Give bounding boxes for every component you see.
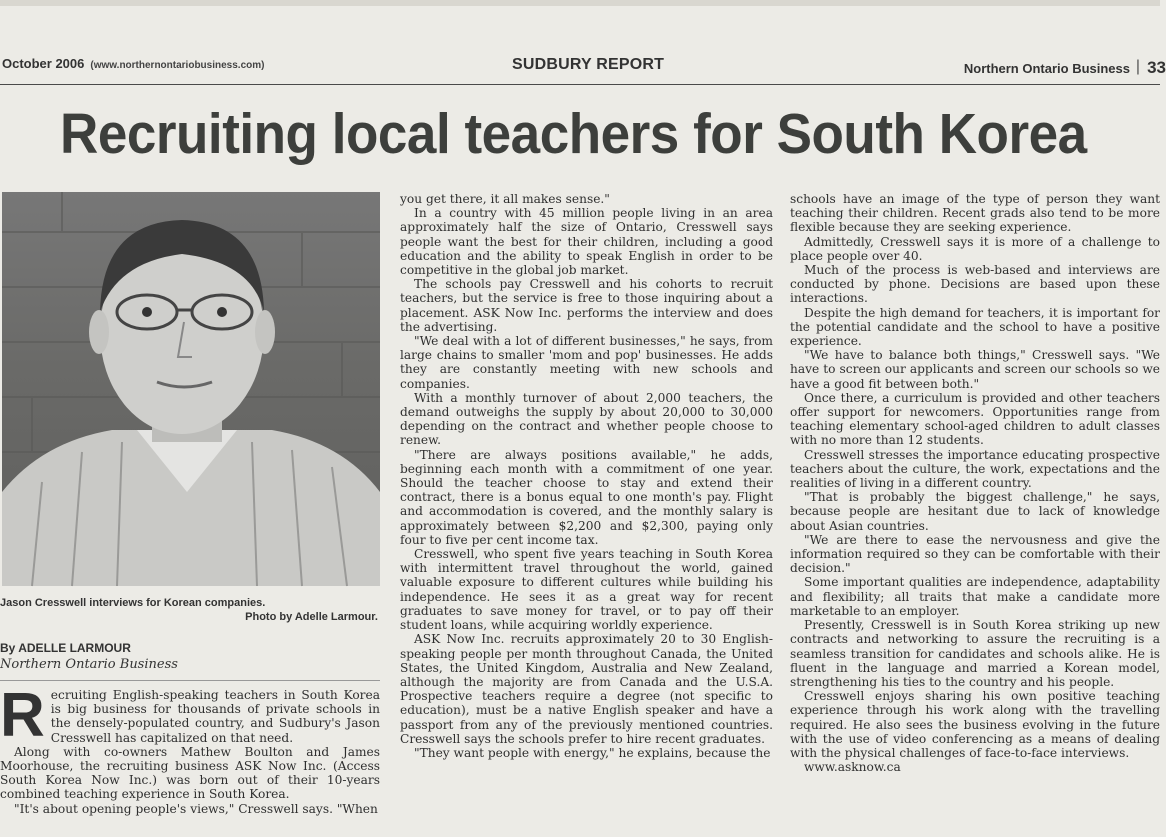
byline (0, 641, 380, 672)
website-link: www.asknow.ca (804, 760, 901, 775)
paragraph: Much of the process is web-based and interviews are conducted by phone. Decisions are based upon these interactions. (790, 263, 1160, 306)
paragraph: schools have an image of the type of person they want teaching their children. Recent grads also tend to be more flexible because they are seeking experience. (790, 192, 1160, 235)
drop-cap: R (0, 681, 45, 750)
paragraph: "It's about opening people's views," Cresswell says. "When (14, 801, 378, 816)
byline-rule (0, 680, 380, 681)
paragraph: Presently, Cresswell is in South Korea striking up new contracts and networking to assure the recruiting is a seamless transition for candidates and schools alike. He is fluent in the language and married a Korean model, strengthening his ties to the country and his people. (790, 618, 1160, 689)
paragraph: "We have to balance both things," Cresswell says. "We have to screen our applicants and screen our schools so we have a good fit between both." (790, 348, 1160, 391)
article-column-2 (400, 192, 773, 837)
headline: Recruiting local teachers for South Korea (60, 102, 1087, 166)
paragraph: "There are always positions available," he adds, beginning each month with a commitment of one year. Should the teacher choose to stay and extend their contract, there is a bonus equal to one month's pay. Flight and accommodation is covered, and the monthly salary is approximately between $2,200 and $2,300, paying only four to five per cent income tax. (400, 447, 773, 547)
paragraph: Admittedly, Cresswell says it is more of a challenge to place people over 40. (790, 234, 1160, 263)
site-url: (www.northernontariobusiness.com) (90, 60, 265, 71)
paragraph: "We deal with a lot of different businesses," he says, from large chains to smaller 'mom and pop' businesses. He adds they are constantly meeting with new schools and companies. (400, 334, 773, 391)
photo-credit: Photo by Adelle Larmour. (245, 611, 378, 623)
caption-text: Jason Cresswell interviews for Korean companies. (0, 597, 266, 609)
article-column-1 (0, 681, 380, 837)
photo-caption (0, 596, 380, 624)
top-edge (0, 0, 1160, 6)
paragraph: The schools pay Cresswell and his cohorts to recruit teachers, but the service is free to those inquiring about a placement. ASK Now Inc. performs the interview and does the advertising. (400, 277, 773, 334)
paragraph: Cresswell stresses the importance educating prospective teachers about the culture, the work, expectations and the realities of living in a different country. (790, 447, 1160, 491)
paragraph: Despite the high demand for teachers, it is important for the potential candidate and the school to have a positive experience. (790, 305, 1160, 349)
paragraph: ASK Now Inc. recruits approximately 20 to 30 English-speaking people per month throughout Canada, the United States, the United Kingdom, Australia and New Zealand, although the majority are from Canada and the U.S.A. Prospective teachers require a degree (not specific to education), must be a native English speaker and have a passport from any of the previously mentioned countries. Cresswell says the schools prefer to hire recent graduates. (400, 632, 773, 746)
paragraph: Cresswell enjoys sharing his own positive teaching experience through his work along with the travelling required. He also sees the business evolving in the future with the use of video conferencing as a means of dealing with the physical challenges of face-to-face interviews. (790, 689, 1160, 760)
publication-name: Northern Ontario Business (963, 61, 1130, 76)
paragraph: you get there, it all makes sense." (400, 192, 610, 206)
paragraph: Along with co-owners Mathew Boulton and James Moorhouse, the recruiting business ASK Now Inc. (Access South Korea Now Inc.) was born out of their 10-years combined teaching experience in South Korea. (0, 744, 380, 802)
paragraph: Some important qualities are independence, adaptability and flexibility; all traits that make a candidate more marketable to an employer. (790, 575, 1160, 618)
paragraph: "We are there to ease the nervousness and give the information required so they can be comfortable with their decision." (790, 532, 1160, 576)
section-title: SUDBURY REPORT (512, 56, 665, 73)
portrait-photo (2, 192, 380, 586)
header-separator: | (1135, 58, 1140, 75)
paragraph: Once there, a curriculum is provided and other teachers offer support for newcomers. Opportunities range from teaching elementary school-aged children to adult classes with no more than 12 students. (790, 390, 1160, 448)
paragraph: With a monthly turnover of about 2,000 teachers, the demand outweighs the supply by about 20,000 to 30,000 depending on the contract and whether people choose to renew. (400, 390, 773, 448)
byline-publication: Northern Ontario Business (0, 657, 178, 672)
paragraph: Recruiting English-speaking teachers in South Korea is big business for thousands of private schools in the densely-populated country, and Sudbury's Jason Cresswell has capitalized on that need. (0, 681, 380, 750)
paragraph: "They want people with energy," he explains, because the (414, 745, 771, 760)
page-header (0, 52, 1166, 85)
paragraph: Cresswell, who spent five years teaching in South Korea with intermittent travel throughout the world, gained valuable exposure to different cultures while building his independence. He sees it as a great way for recent graduates to save money for travel, or to pay off their student loans, while acquiring worldly experience. (400, 547, 773, 633)
paragraph: "That is probably the biggest challenge," he says, because people are hesitant due to lack of knowledge about Asian countries. (790, 490, 1160, 533)
article-column-3 (790, 192, 1160, 837)
author-name: By ADELLE LARMOUR (0, 641, 131, 655)
page-number: 33 (1147, 58, 1166, 77)
paragraph: In a country with 45 million people living in an area approximately half the size of Ontario, Cresswell says people want the best for their children, including a good education and the ability to speak English in order to be competitive in the global job market. (400, 206, 773, 278)
portrait-illustration (2, 192, 380, 586)
issue-date: October 2006 (www.northernontariobusiness.com) (2, 56, 265, 71)
